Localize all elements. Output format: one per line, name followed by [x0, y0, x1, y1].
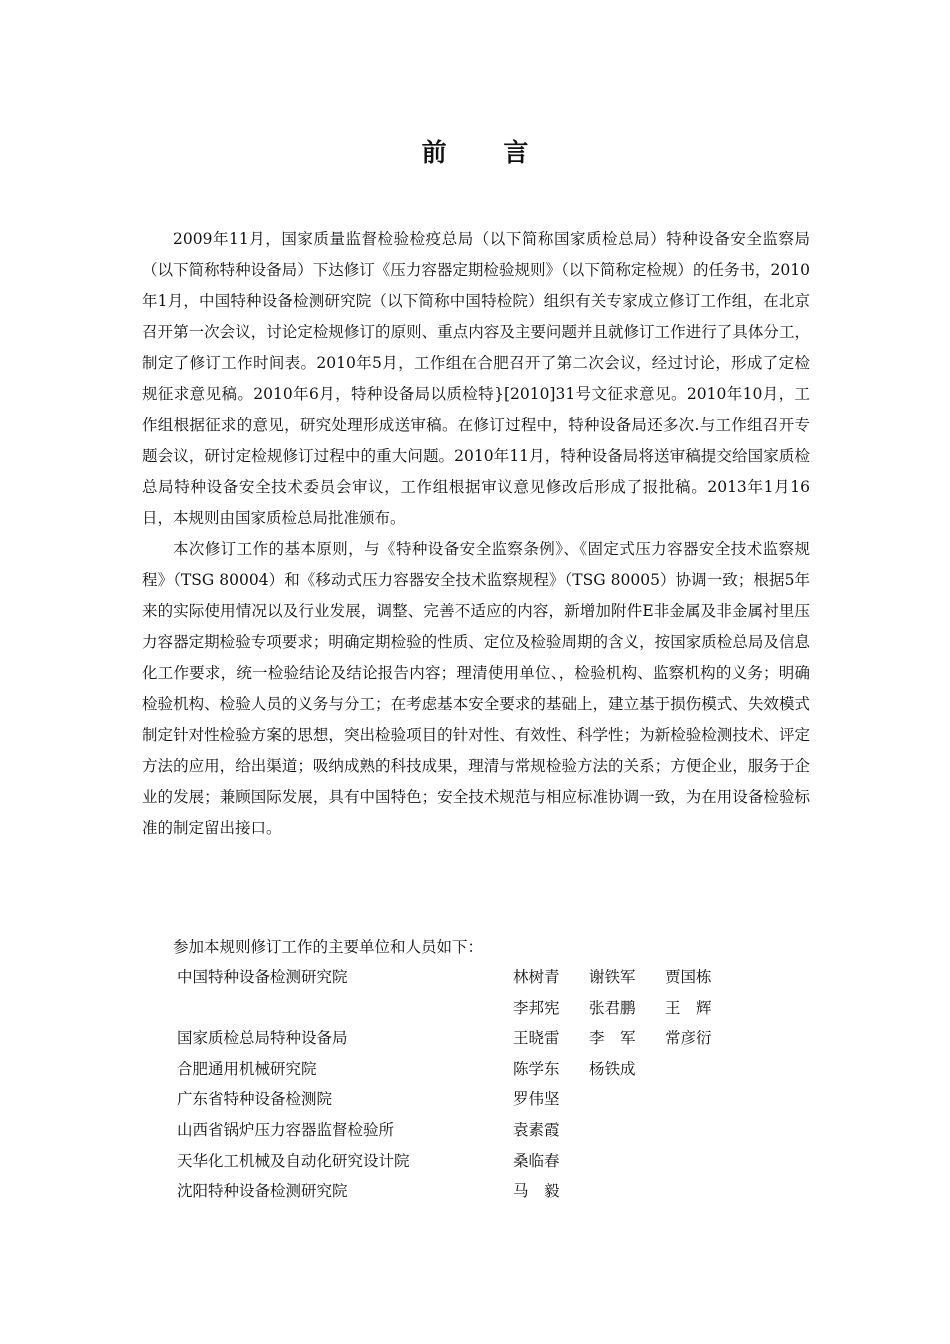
participant-org: 广东省特种设备检测院	[177, 1090, 333, 1109]
participant-name: 王晓雷	[513, 1029, 560, 1048]
participant-name: 桑临春	[513, 1151, 560, 1170]
participant-name: 贾国栋	[665, 968, 712, 986]
participant-row	[0, 993, 950, 1024]
participant-org: 中国特种设备检测研究院	[177, 968, 348, 986]
participant-name: 李 军	[589, 1029, 636, 1048]
participant-org: 国家质检总局特种设备局	[177, 1029, 348, 1048]
participant-name: 杨铁成	[589, 1059, 636, 1078]
participant-row	[0, 1146, 950, 1177]
participant-name: 袁素霞	[513, 1120, 560, 1139]
participant-name: 谢铁军	[589, 968, 636, 986]
participant-name: 罗伟坚	[513, 1090, 560, 1109]
participant-name: 王 辉	[665, 998, 712, 1017]
preface-body	[142, 224, 810, 844]
participant-row	[0, 1176, 950, 1207]
participant-name: 常彦衍	[665, 1029, 712, 1048]
page-title: 前 言	[421, 138, 553, 167]
participants-list	[0, 962, 950, 1207]
participant-row	[0, 1115, 950, 1146]
participant-row	[0, 962, 950, 993]
paragraph-revision-history: 2009年11月，国家质量监督检验检疫总局（以下简称国家质检总局）特种设备安全监察局（以下简称特种设备局）下达修订《压力容器定期检验规则》（以下简称定检规）的任务书，2010年1月，中国特种设备检测研究院（以下简称中国特检院）组织有关专家成立修订工作组，在北京召开第一次会议，讨论定检规修订的原则、重点内容及主要问题并且就修订工作进行了具体分工，制定了修订工作时间表。2010年5月，工作组在合肥召开了第二次会议，经过讨论，形成了定检规征求意见稿。2010年6月，特种设备局以质检特}[2010]31号文征求意见。2010年10月，工作组根据征求的意见，研究处理形成送审稿。在修订过程中，特种设备局还多次.与工作组召开专题会议，研讨定检规修订过程中的重大问题。2010年11月，特种设备局将送审稿提交给国家质检总局特种设备安全技术委员会审议，工作组根据审议意见修改后形成了报批稿。2013年1月16日，本规则由国家质检总局批准颁布。	[142, 230, 810, 527]
participant-org: 合肥通用机械研究院	[177, 1059, 317, 1078]
participant-name: 陈学东	[513, 1059, 560, 1078]
paragraph-revision-principles: 本次修订工作的基本原则，与《特种设备安全监察条例》、《固定式压力容器安全技术监察规程》（TSG 80004）和《移动式压力容器安全技术监察规程》（TSG 80005）协调一致；根据5年来的实际使用情况以及行业发展，调整、完善不适应的内容，新增加附件E非金属及非金属衬里压力容器定期检验专项要求；明确定期检验的性质、定位及检验周期的含义，按国家质检总局及信息化工作要求，统一检验结论及结论报告内容；理清使用单位、，检验机构、监察机构的义务；明确检验机构、检验人员的义务与分工；在考虑基本安全要求的基础上，建立基于损伤模式、失效模式制定针对性检验方案的思想，突出检验项目的针对性、有效性、科学性；为新检验检测技术、评定方法的应用，给出渠道；吸纳成熟的科技成果，理清与常规检验方法的关系；方便企业，服务于企业的发展；兼顾国际发展，具有中国特色；安全技术规范与相应标准协调一致，为在用设备检验标准的制定留出接口。	[142, 540, 810, 837]
participant-row	[0, 1054, 950, 1085]
participant-org: 山西省锅炉压力容器监督检验所	[177, 1120, 395, 1139]
participant-name: 马 毅	[513, 1182, 560, 1201]
participants-intro: 参加本规则修订工作的主要单位和人员如下：	[173, 938, 484, 956]
participant-name: 张君鹏	[589, 998, 636, 1017]
participant-org: 天华化工机械及自动化研究设计院	[177, 1151, 410, 1170]
participant-name: 李邦宪	[513, 998, 560, 1017]
participant-row	[0, 1084, 950, 1115]
participant-row	[0, 1023, 950, 1054]
participant-org: 沈阳特种设备检测研究院	[177, 1182, 348, 1201]
participant-name: 林树青	[513, 968, 560, 986]
